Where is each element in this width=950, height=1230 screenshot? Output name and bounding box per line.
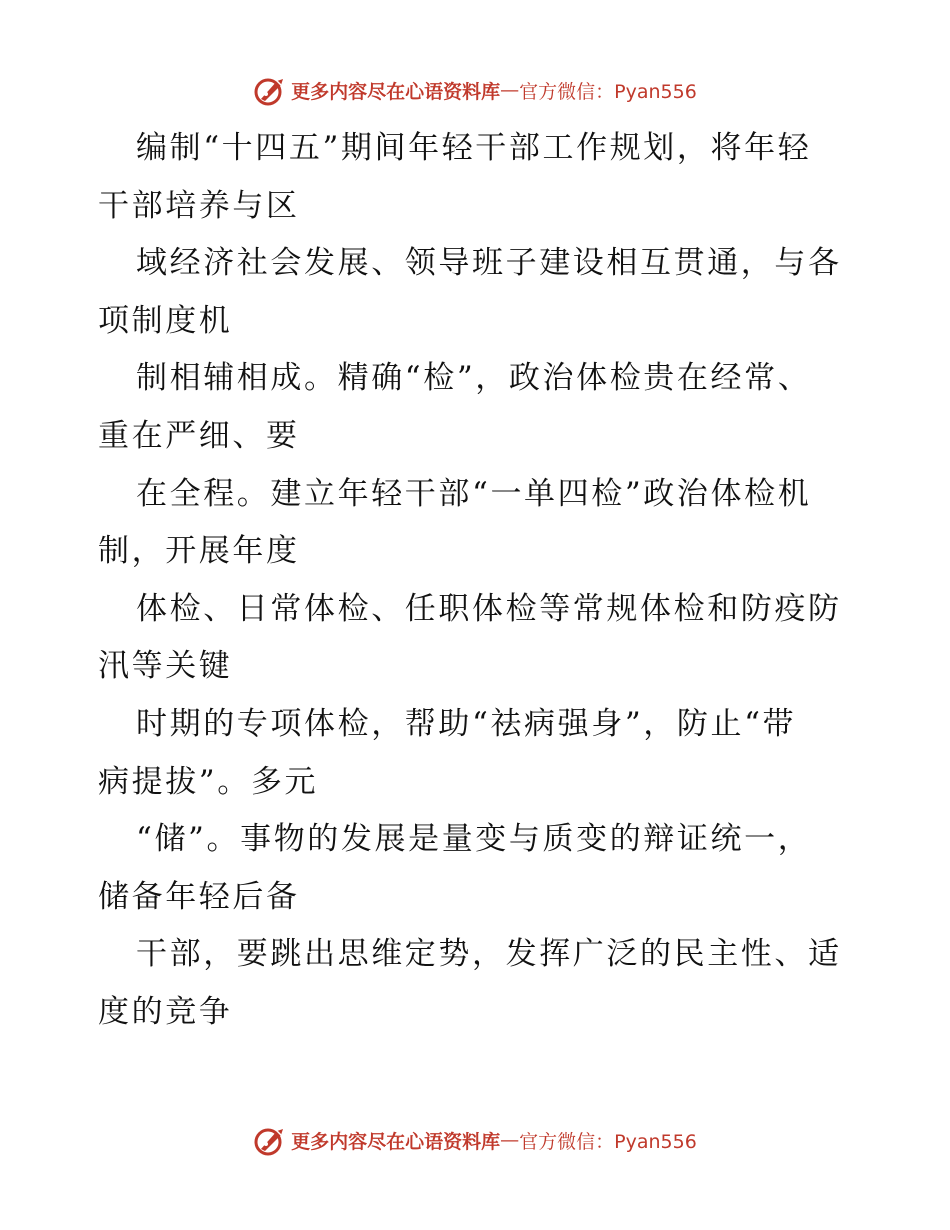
footer-banner	[0, 1120, 950, 1160]
banner-separator: —	[500, 1129, 520, 1151]
pen-nib-circle-icon	[253, 73, 287, 107]
text-line: 项制度机	[98, 302, 233, 339]
pen-nib-circle-icon	[253, 1123, 287, 1157]
text-line: 干部培养与区	[98, 187, 300, 224]
text-line: 储备年轻后备	[98, 878, 300, 915]
text-line: 干部，要跳出思维定势，发挥广泛的民主性、适	[136, 936, 842, 973]
header-banner	[0, 70, 950, 110]
banner-wechat: 官方微信：Pyan556	[519, 1130, 697, 1153]
text-line: 病提拔”。多元	[98, 763, 319, 800]
banner-separator: —	[500, 79, 520, 101]
text-line: 汛等关键	[98, 648, 233, 685]
text-line: “储”。事物的发展是量变与质变的辩证统一，	[136, 821, 812, 858]
text-line: 编制“十四五”期间年轻干部工作规划，将年轻	[136, 130, 812, 166]
text-line: 体检、日常体检、任职体检等常规体检和防疫防	[136, 590, 842, 627]
banner-title: 更多内容尽在心语资料库	[291, 80, 501, 103]
text-line: 在全程。建立年轻干部“一单四检”政治体检机	[136, 475, 812, 512]
text-line: 制相辅相成。精确“检”，政治体检贵在经常、	[136, 360, 812, 397]
text-line: 时期的专项体检，帮助“祛病强身”，防止“带	[136, 705, 797, 742]
text-line: 制，开展年度	[98, 533, 300, 570]
text-line: 域经济社会发展、领导班子建设相互贯通，与各	[136, 245, 842, 282]
text-line: 重在严细、要	[98, 417, 300, 454]
banner-title: 更多内容尽在心语资料库	[291, 1130, 501, 1153]
document-body	[98, 120, 858, 1042]
banner-wechat: 官方微信：Pyan556	[519, 80, 697, 103]
text-line: 度的竞争	[98, 993, 233, 1030]
